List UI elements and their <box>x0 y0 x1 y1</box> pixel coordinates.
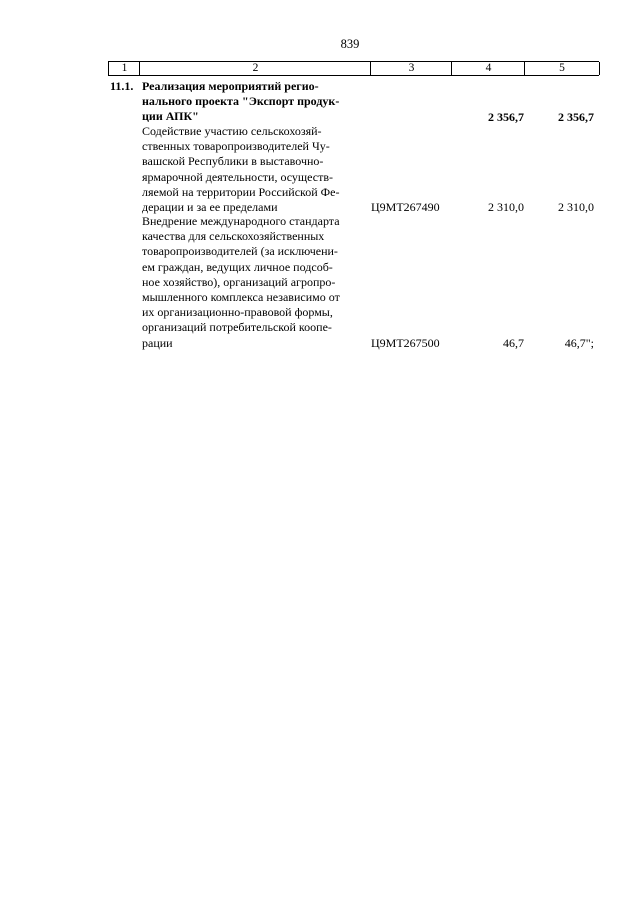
table-header-row <box>108 61 599 76</box>
text-line: ное хозяйство), организаций агропро- <box>142 274 336 289</box>
column-header-5: 5 <box>524 62 600 75</box>
text-line: нального проекта "Экспорт продук- <box>142 94 340 109</box>
text-line: ции АПК" <box>142 109 199 124</box>
text-line: Содействие участию сельскохозяй- <box>142 124 322 138</box>
row-title <box>142 79 360 125</box>
row-value-col5: 46,7"; <box>564 336 594 350</box>
text-line: качества для сельскохозяйственных <box>142 229 325 244</box>
column-header-4: 4 <box>451 62 525 75</box>
column-header-3: 3 <box>370 62 452 75</box>
column-header-1: 1 <box>108 62 140 75</box>
page-number: 839 <box>340 37 360 51</box>
text-line: мышленного комплекса независимо от <box>142 290 340 305</box>
text-line: их организационно-правовой формы, <box>142 305 333 320</box>
text-line: дерации и за ее пределами <box>142 200 278 215</box>
column-header-2: 2 <box>139 62 371 75</box>
text-line: товаропроизводителей (за исключени- <box>142 244 338 259</box>
text-line: Внедрение международного стандарта <box>142 214 340 228</box>
row-value-col5: 2 310,0 <box>558 200 594 214</box>
text-line: рации <box>142 335 173 350</box>
text-line: ем граждан, ведущих личное подсоб- <box>142 259 333 274</box>
row-description <box>142 214 360 351</box>
row-description <box>142 124 360 215</box>
row-code: Ц9МТ267500 <box>371 336 440 350</box>
row-value-col4: 2 310,0 <box>488 200 524 214</box>
row-value-col4: 46,7 <box>503 336 524 350</box>
text-line: организаций потребительской коопе- <box>142 320 332 335</box>
row-value-col5: 2 356,7 <box>558 110 594 124</box>
row-value-col4: 2 356,7 <box>488 110 524 124</box>
row-number: 11.1. <box>110 79 134 93</box>
row-code: Ц9МТ267490 <box>371 200 440 214</box>
text-line: Реализация мероприятий регио- <box>142 79 319 93</box>
text-line: ярмарочной деятельности, осуществ- <box>142 169 334 184</box>
text-line: ственных товаропроизводителей Чу- <box>142 139 330 154</box>
text-line: ляемой на территории Российской Фе- <box>142 184 340 199</box>
text-line: вашской Республики в выставочно- <box>142 154 324 169</box>
